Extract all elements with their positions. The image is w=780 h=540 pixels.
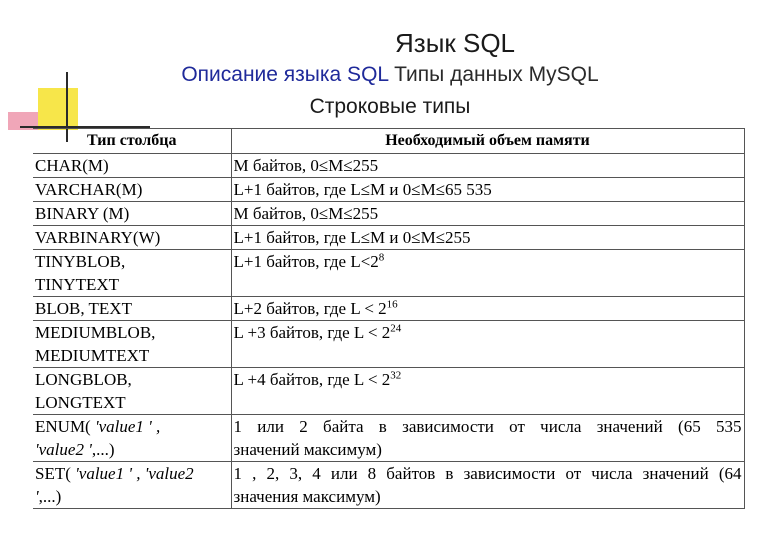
storage-cell: M байтов, 0≤M≤255 <box>231 202 744 226</box>
header-column-storage: Необходимый объем памяти <box>231 129 744 154</box>
storage-cell <box>231 462 744 509</box>
type-cell <box>33 321 231 368</box>
table-row <box>33 178 744 202</box>
slide-subtitle <box>0 63 780 87</box>
type-cell: VARCHAR(M) <box>33 178 231 202</box>
subtitle-part-1: Описание языка SQL <box>181 63 395 86</box>
type-line <box>35 417 160 436</box>
storage-cell <box>231 297 744 321</box>
type-line: LONGTEXT <box>35 393 126 412</box>
section-title: Строковые типы <box>309 95 471 118</box>
table-row <box>33 250 744 297</box>
type-cell: BINARY (M) <box>33 202 231 226</box>
storage-cell <box>231 250 744 297</box>
type-value: 'value1 ' , <box>94 417 161 436</box>
type-value: 'value2 ' <box>35 440 92 459</box>
type-prefix: SET( <box>35 464 76 483</box>
table-row <box>33 462 744 509</box>
type-value: ' <box>35 487 39 506</box>
slide-title: Язык SQL <box>395 28 516 58</box>
type-line: TINYBLOB, <box>35 252 126 271</box>
table-row <box>33 226 744 250</box>
storage-cell: M байтов, 0≤M≤255 <box>231 154 744 178</box>
type-prefix: ENUM( <box>35 417 95 436</box>
type-line: MEDIUMTEXT <box>35 346 150 365</box>
exponent: 24 <box>390 322 402 335</box>
storage-text: L+2 байтов, где L < 2 <box>233 299 387 318</box>
table-row <box>33 297 744 321</box>
type-cell <box>33 415 231 462</box>
storage-text: L +3 байтов, где L < 2 <box>233 323 391 342</box>
storage-line: 1 , 2, 3, 4 или 8 байтов в зависимости от числа значений (64 <box>233 464 742 483</box>
type-line <box>35 487 61 506</box>
type-cell <box>33 462 231 509</box>
type-line: LONGBLOB, <box>35 370 132 389</box>
type-cell: CHAR(M) <box>33 154 231 178</box>
header-column-type: Тип столбца <box>33 129 231 154</box>
type-suffix: ,...) <box>91 440 115 459</box>
table-row <box>33 202 744 226</box>
storage-line: значения максимум) <box>233 487 381 506</box>
storage-cell <box>231 321 744 368</box>
type-suffix: ,...) <box>38 487 62 506</box>
exponent: 8 <box>378 251 385 264</box>
type-line: TINYTEXT <box>35 275 120 294</box>
table-row <box>33 321 744 368</box>
table-row <box>33 368 744 415</box>
storage-cell: L+1 байтов, где L≤M и 0≤M≤65 535 <box>231 178 744 202</box>
type-cell: BLOB, TEXT <box>33 297 231 321</box>
type-cell <box>33 368 231 415</box>
table-row <box>33 415 744 462</box>
decor-yellow-square <box>38 88 78 130</box>
subtitle-part-2: Типы данных MySQL <box>394 63 599 86</box>
type-cell <box>33 250 231 297</box>
storage-cell <box>231 368 744 415</box>
storage-cell <box>231 415 744 462</box>
storage-line: 1 или 2 байта в зависимости от числа значений (65 535 <box>233 417 742 436</box>
table-header-row <box>33 129 744 154</box>
storage-text: L +4 байтов, где L < 2 <box>233 370 391 389</box>
storage-line: значений максимум) <box>233 440 382 459</box>
storage-cell: L+1 байтов, где L≤M и 0≤M≤255 <box>231 226 744 250</box>
string-types-table <box>33 128 745 509</box>
type-line <box>35 440 115 459</box>
table-row <box>33 154 744 178</box>
exponent: 32 <box>390 369 402 382</box>
exponent: 16 <box>386 298 398 311</box>
type-line: MEDIUMBLOB, <box>35 323 156 342</box>
storage-text: L+1 байтов, где L<2 <box>233 252 379 271</box>
type-cell: VARBINARY(W) <box>33 226 231 250</box>
type-value: 'value1 ' , 'value2 <box>75 464 194 483</box>
type-line <box>35 464 194 483</box>
